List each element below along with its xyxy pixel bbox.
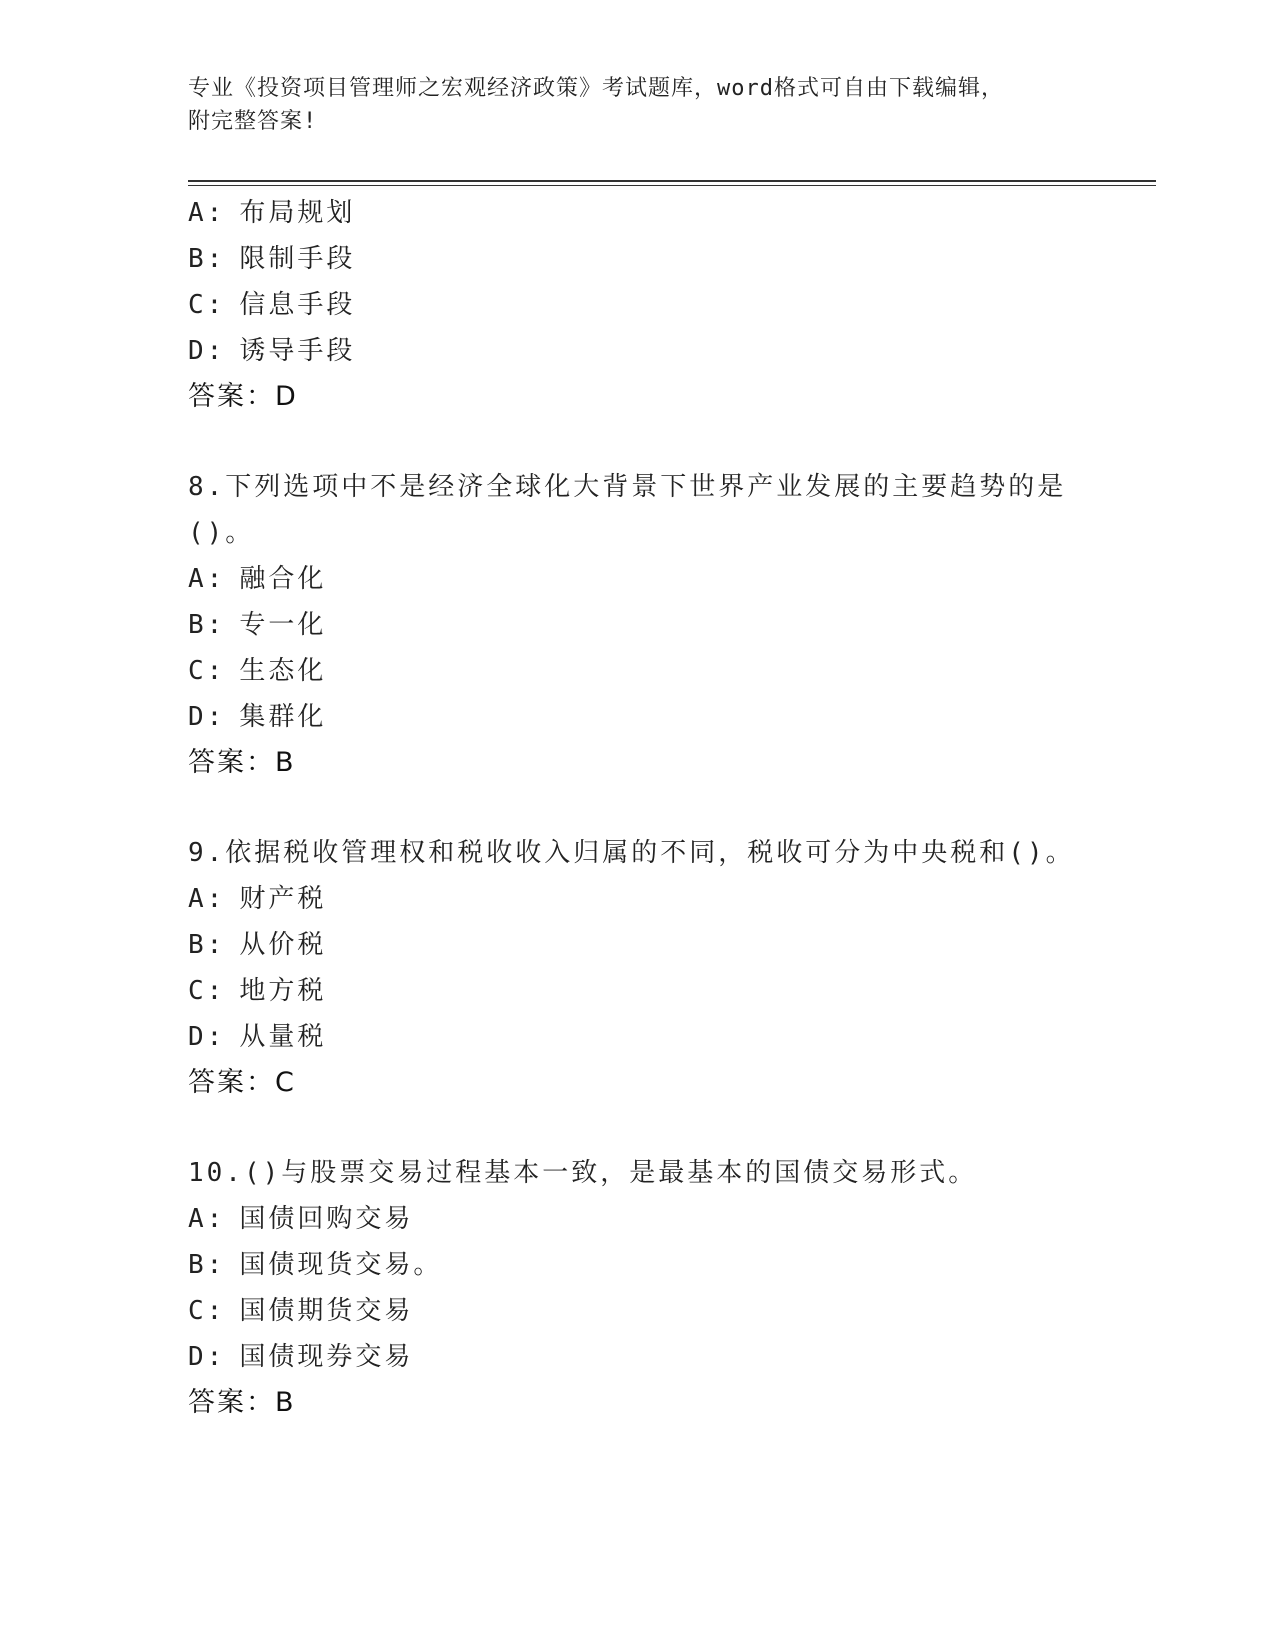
question-9 xyxy=(188,830,1148,1106)
question-stem-continued: ()。 xyxy=(188,518,255,548)
option-b: B: 专一化 xyxy=(188,610,327,640)
option-b: B: 国债现货交易。 xyxy=(188,1250,443,1280)
header-line-2: 附完整答案! xyxy=(188,109,318,134)
option-a: A: 布局规划 xyxy=(188,198,356,228)
spacer xyxy=(188,420,1148,464)
option-a: A: 国债回购交易 xyxy=(188,1204,414,1234)
question-stem: 9.依据税收管理权和税收收入归属的不同，税收可分为中央税和()。 xyxy=(188,838,1075,868)
answer-line: 答案：B xyxy=(188,1387,296,1418)
option-b: B: 从价税 xyxy=(188,930,327,960)
option-d: D: 集群化 xyxy=(188,702,327,732)
header-divider xyxy=(188,180,1156,186)
question-stem: 10.()与股票交易过程基本一致，是最基本的国债交易形式。 xyxy=(188,1158,978,1188)
question-stem: 8.下列选项中不是经济全球化大背景下世界产业发展的主要趋势的是 xyxy=(188,472,1067,502)
answer-line: 答案：D xyxy=(188,381,298,412)
option-d: D: 诱导手段 xyxy=(188,336,356,366)
question-list xyxy=(188,190,1148,1426)
option-c: C: 生态化 xyxy=(188,656,327,686)
option-c: C: 地方税 xyxy=(188,976,327,1006)
option-c: C: 国债期货交易 xyxy=(188,1296,414,1326)
spacer xyxy=(188,786,1148,830)
answer-line: 答案：C xyxy=(188,1067,296,1098)
document-header xyxy=(188,72,1088,138)
spacer xyxy=(188,1106,1148,1150)
option-a: A: 融合化 xyxy=(188,564,327,594)
header-line-1: 专业《投资项目管理师之宏观经济政策》考试题库，word格式可自由下载编辑， xyxy=(188,76,1004,101)
option-d: D: 国债现券交易 xyxy=(188,1342,414,1372)
option-b: B: 限制手段 xyxy=(188,244,356,274)
option-a: A: 财产税 xyxy=(188,884,327,914)
answer-line: 答案：B xyxy=(188,747,296,778)
question-10 xyxy=(188,1150,1148,1426)
question-7-tail xyxy=(188,190,1148,420)
option-c: C: 信息手段 xyxy=(188,290,356,320)
option-d: D: 从量税 xyxy=(188,1022,327,1052)
question-8 xyxy=(188,464,1148,786)
